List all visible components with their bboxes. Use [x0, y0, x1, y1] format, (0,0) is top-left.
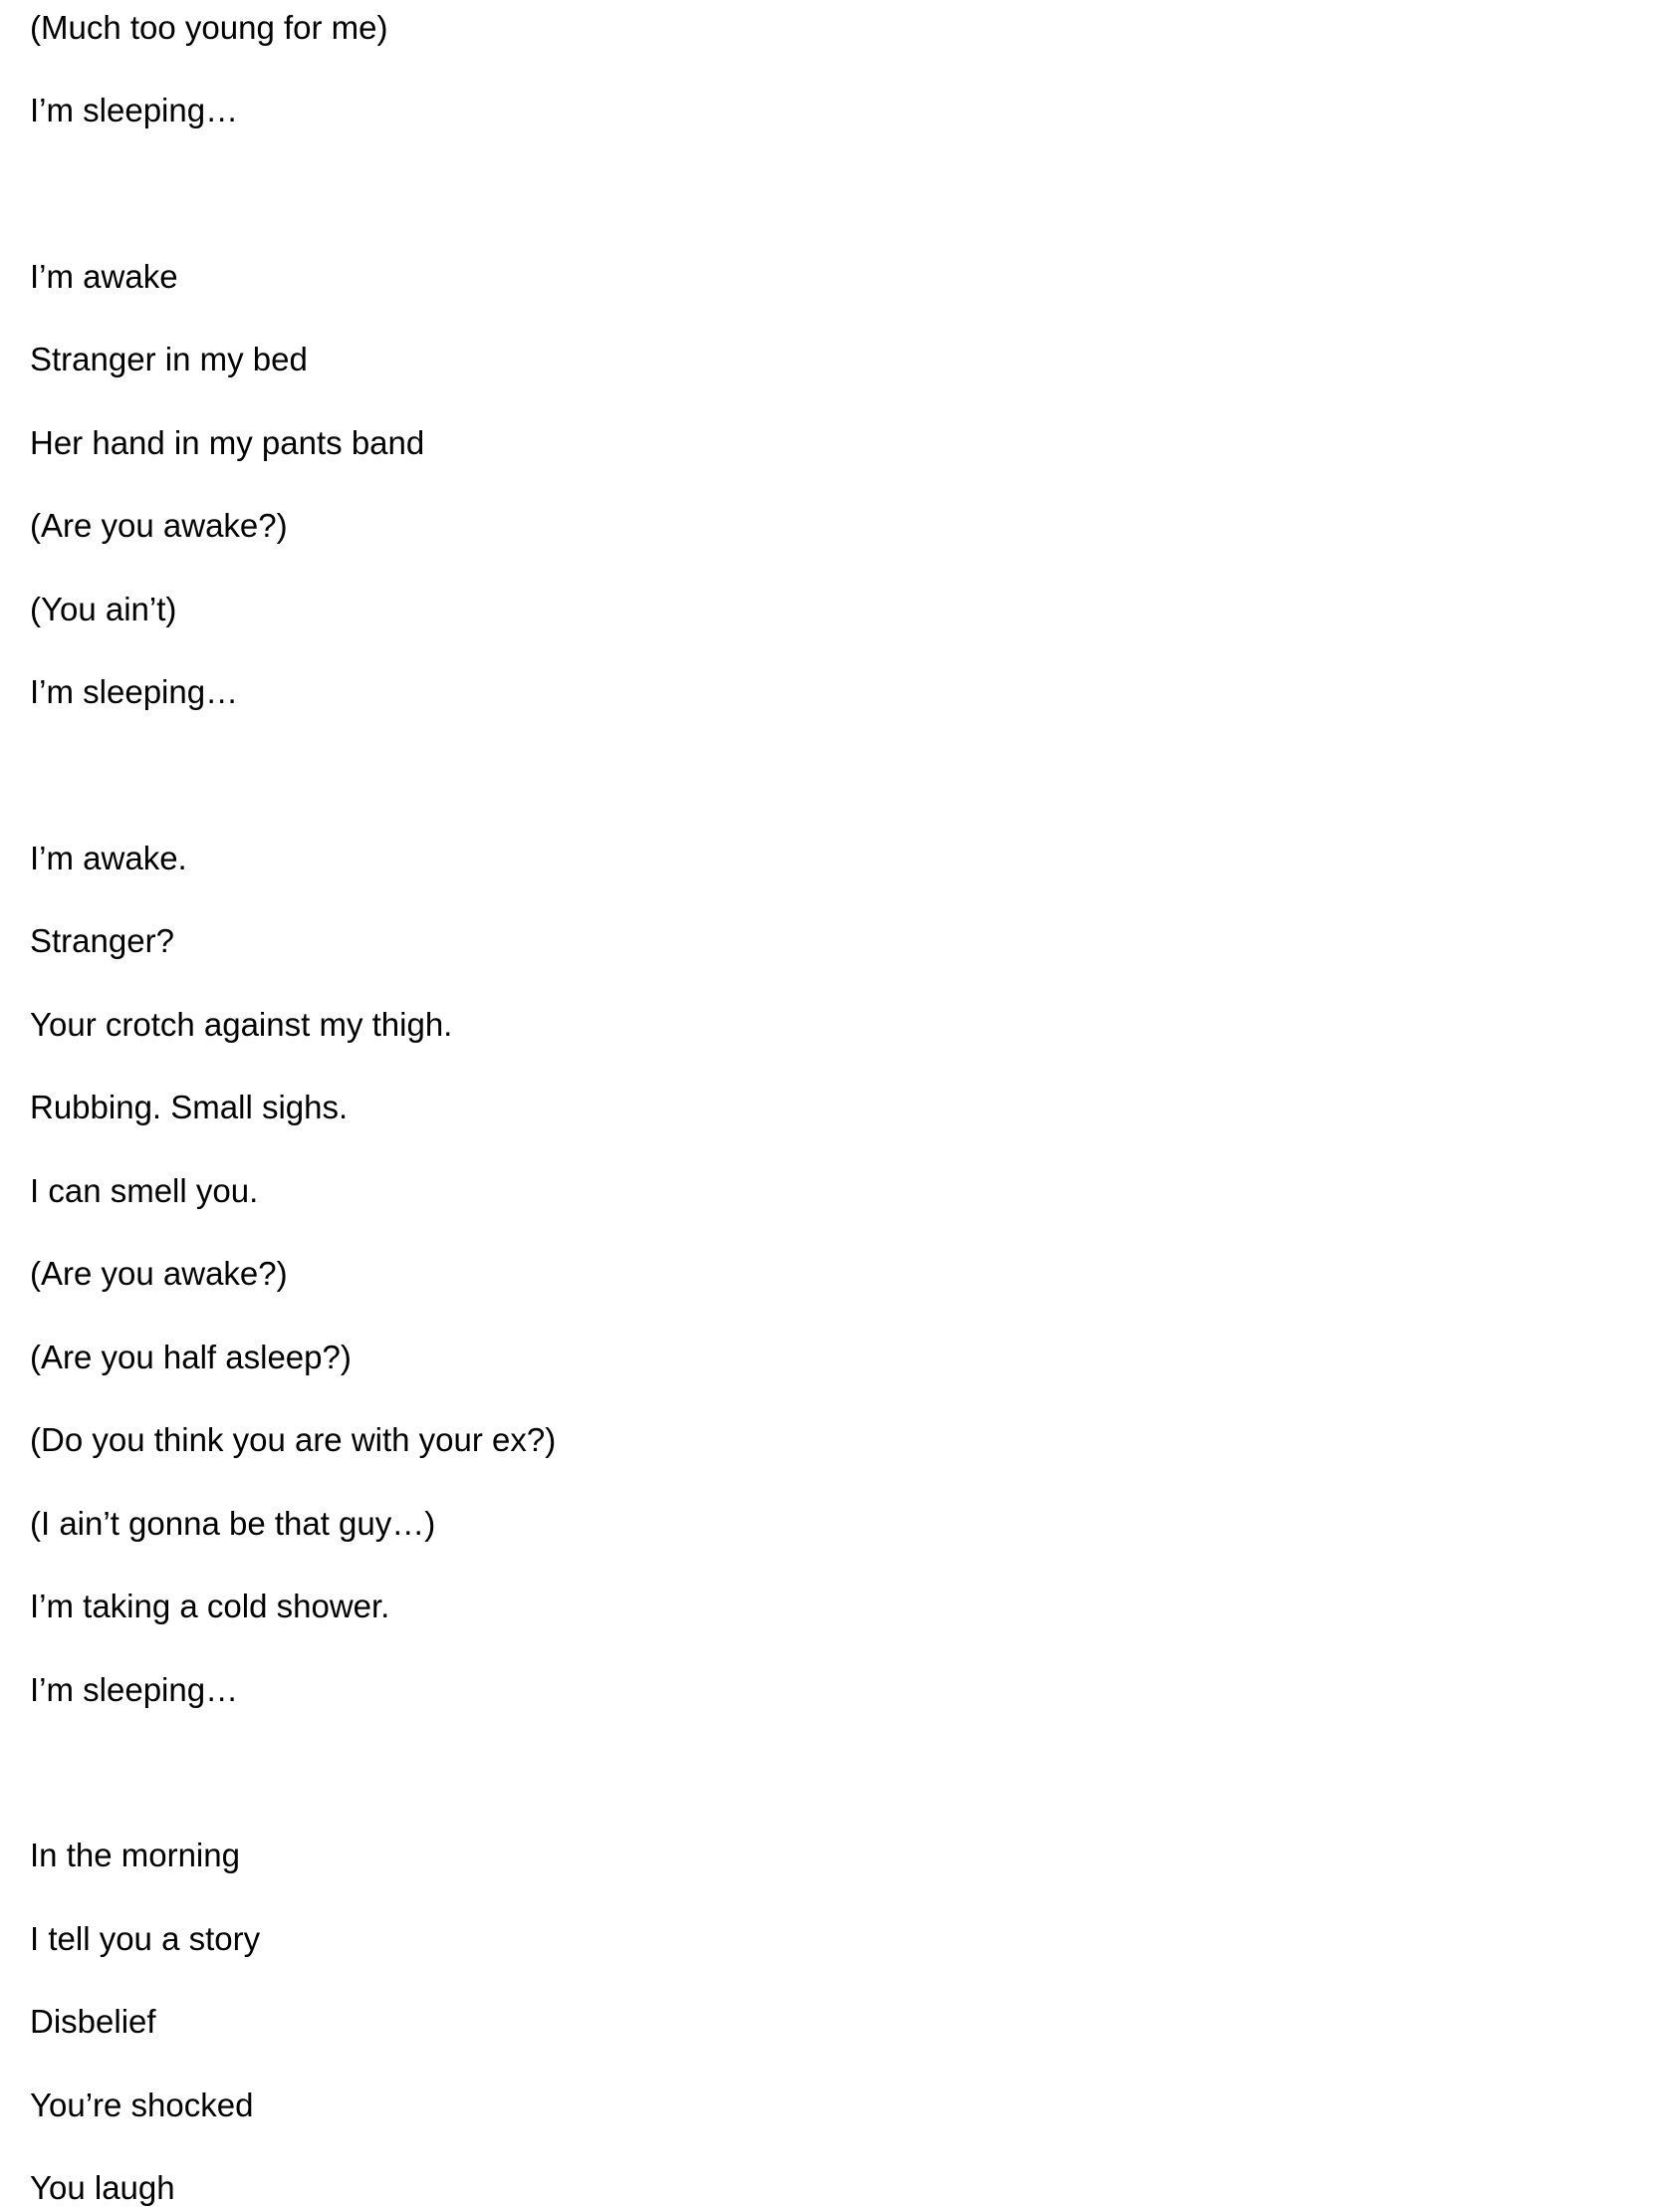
poem-line: You laugh	[30, 2169, 175, 2206]
poem-line: I’m sleeping…	[30, 1671, 239, 1708]
poem-line: I’m sleeping…	[30, 92, 239, 128]
poem-line: (I ain’t gonna be that guy…)	[30, 1505, 436, 1542]
poem-line: I’m awake.	[30, 840, 187, 876]
poem-line: I’m taking a cold shower.	[30, 1588, 390, 1624]
poem-line: In the morning	[30, 1837, 240, 1873]
poem-line: Stranger in my bed	[30, 341, 308, 377]
poem-line: (Do you think you are with your ex?)	[30, 1421, 557, 1458]
poem-line: (Are you awake?)	[30, 507, 288, 544]
poem-line: (Are you half asleep?)	[30, 1339, 352, 1375]
poem-line: You’re shocked	[30, 2087, 254, 2123]
poem-line: I’m sleeping…	[30, 673, 239, 710]
poem-line: I can smell you.	[30, 1172, 259, 1209]
poem-line: Stranger?	[30, 922, 174, 959]
poem-line: Disbelief	[30, 2003, 156, 2040]
poem-line: Rubbing. Small sighs.	[30, 1089, 349, 1125]
poem-line: Her hand in my pants band	[30, 424, 425, 461]
poem-line: I tell you a story	[30, 1920, 261, 1957]
poem-line: (Much too young for me)	[30, 9, 388, 46]
poem-line: (Are you awake?)	[30, 1255, 288, 1292]
poem-line: Your crotch against my thigh.	[30, 1006, 453, 1043]
poem-line: I’m awake	[30, 258, 178, 295]
poem-line: (You ain’t)	[30, 591, 177, 627]
